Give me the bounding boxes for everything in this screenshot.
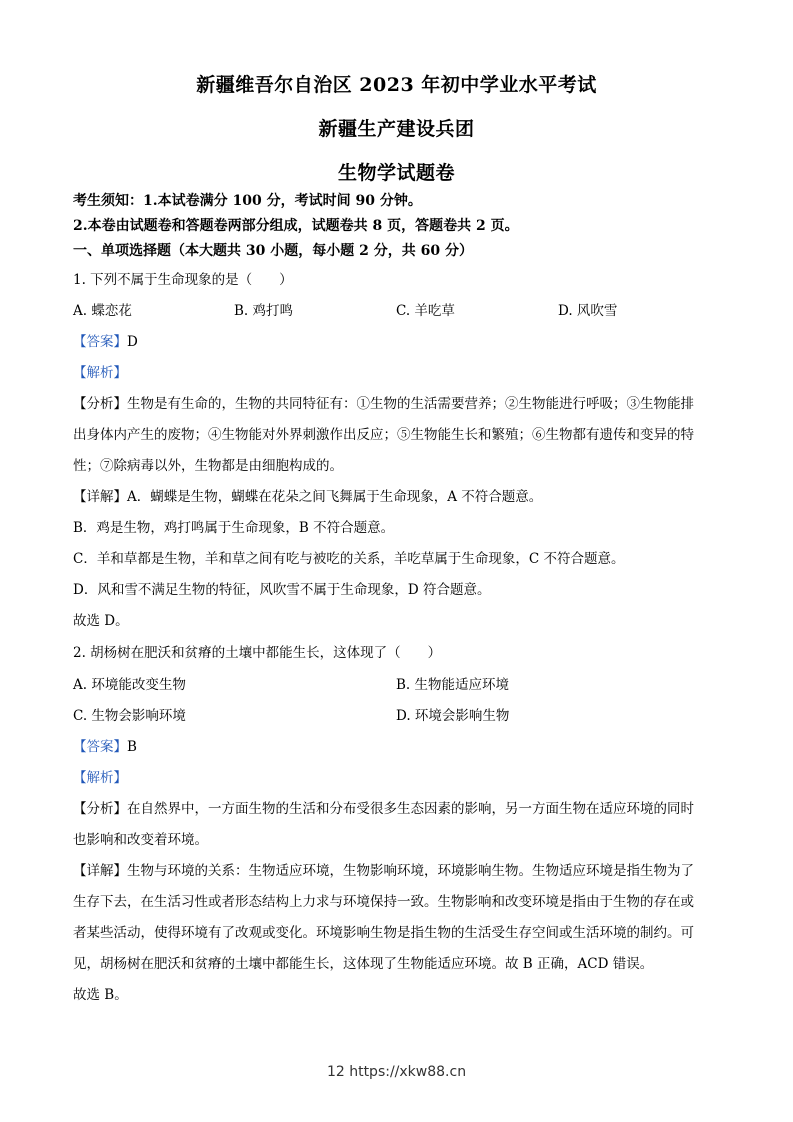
exam-title: 新疆维吾尔自治区 2023 年初中学业水平考试 <box>196 74 597 96</box>
analysis-tag: 【解析】 <box>73 365 127 381</box>
q1-xiangjie-line: C．羊和草都是生物，羊和草之间有吃与被吃的关系，羊吃草属于生命现象，C 不符合题意。 <box>73 551 625 567</box>
q2-xiangjie-line: 者某些活动，使得环境有了改观或变化。环境影响生物是指生物的生活受生存空间或生活环境的制约。可 <box>73 925 694 941</box>
q2-fenxi-line: 也影响和改变着环境。 <box>73 832 208 848</box>
q1-answer-value: D <box>127 334 138 350</box>
answer-tag: 【答案】 <box>73 334 127 350</box>
q1-conclusion: 故选 D。 <box>73 613 129 629</box>
xiangjie-tag: 【详解】 <box>73 489 127 505</box>
section-heading: 一、单项选择题（本大题共 30 小题，每小题 2 分，共 60 分） <box>73 243 473 259</box>
q2-stem: 2. 胡杨树在肥沃和贫瘠的土壤中都能生长，这体现了（ ） <box>73 645 442 661</box>
q1-xiangjie-line: B．鸡是生物，鸡打鸣属于生命现象，B 不符合题意。 <box>73 520 395 536</box>
answer-tag: 【答案】 <box>73 739 127 755</box>
q2-xiangjie-line: 见，胡杨树在肥沃和贫瘠的土壤中都能生长，这体现了生物能适应环境。故 B 正确，ACD 错误。 <box>73 956 654 972</box>
xiangjie-tag: 【详解】 <box>73 863 127 879</box>
q2-xiangjie-line <box>73 859 723 879</box>
q1-fenxi-line: 性；⑦除病毒以外，生物都是由细胞构成的。 <box>73 458 343 474</box>
q2-answer <box>73 735 723 755</box>
q1-fenxi-line: 出身体内产生的废物；④生物能对外界刺激作出反应；⑤生物能生长和繁殖；⑥生物都有遗传和变异的特 <box>73 427 694 443</box>
analysis-tag: 【解析】 <box>73 770 127 786</box>
q1-fenxi-line <box>73 392 723 412</box>
q2-conclusion: 故选 B。 <box>73 987 128 1003</box>
q1-option-b: B. 鸡打鸣 <box>234 303 294 319</box>
q1-fenxi-text: 生物是有生命的，生物的共同特征有：①生物的生活需要营养；②生物能进行呼吸；③生物能排 <box>127 396 694 412</box>
fenxi-tag: 【分析】 <box>73 396 127 412</box>
q1-answer <box>73 330 723 350</box>
q1-option-c: C. 羊吃草 <box>396 303 455 319</box>
q2-xiangjie-line: 生存下去，在生活习性或者形态结构上力求与环境保持一致。生物影响和改变环境是指由于生物的存在或 <box>73 894 694 910</box>
exam-subtitle: 新疆生产建设兵团 <box>318 118 475 140</box>
q2-option-c: C. 生物会影响环境 <box>73 708 186 724</box>
notice-line-2: 2.本卷由试题卷和答题卷两部分组成，试题卷共 8 页，答题卷共 2 页。 <box>73 218 519 234</box>
q2-xiangjie-text: 生物与环境的关系：生物适应环境，生物影响环境，环境影响生物。生物适应环境是指生物为了 <box>127 863 694 879</box>
fenxi-tag: 【分析】 <box>73 801 127 817</box>
q1-xiangjie-line <box>73 485 723 505</box>
q2-option-a: A. 环境能改变生物 <box>73 677 186 693</box>
q1-option-d: D. 风吹雪 <box>558 303 618 319</box>
q2-fenxi-line <box>73 797 723 817</box>
q2-option-d: D. 环境会影响生物 <box>396 708 510 724</box>
q1-option-a: A. 蝶恋花 <box>73 303 132 319</box>
page-footer: 12 https://xkw88.cn <box>326 1064 467 1080</box>
q1-xiangjie-line: D．风和雪不满足生物的特征，风吹雪不属于生命现象，D 符合题意。 <box>73 582 491 598</box>
q2-option-b: B. 生物能适应环境 <box>396 677 510 693</box>
paper-title: 生物学试题卷 <box>337 162 455 184</box>
q1-analysis-heading <box>73 361 723 381</box>
q2-fenxi-text: 在自然界中，一方面生物的生活和分布受很多生态因素的影响，另一方面生物在适应环境的同时 <box>127 801 694 817</box>
q2-analysis-heading <box>73 766 723 786</box>
q2-answer-value: B <box>127 739 137 755</box>
q1-stem: 1. 下列不属于生命现象的是（ ） <box>73 272 293 288</box>
notice-line-1: 考生须知：1.本试卷满分 100 分，考试时间 90 分钟。 <box>73 193 422 209</box>
q1-xiangjie-text: A．蝴蝶是生物，蝴蝶在花朵之间飞舞属于生命现象，A 不符合题意。 <box>127 489 543 505</box>
